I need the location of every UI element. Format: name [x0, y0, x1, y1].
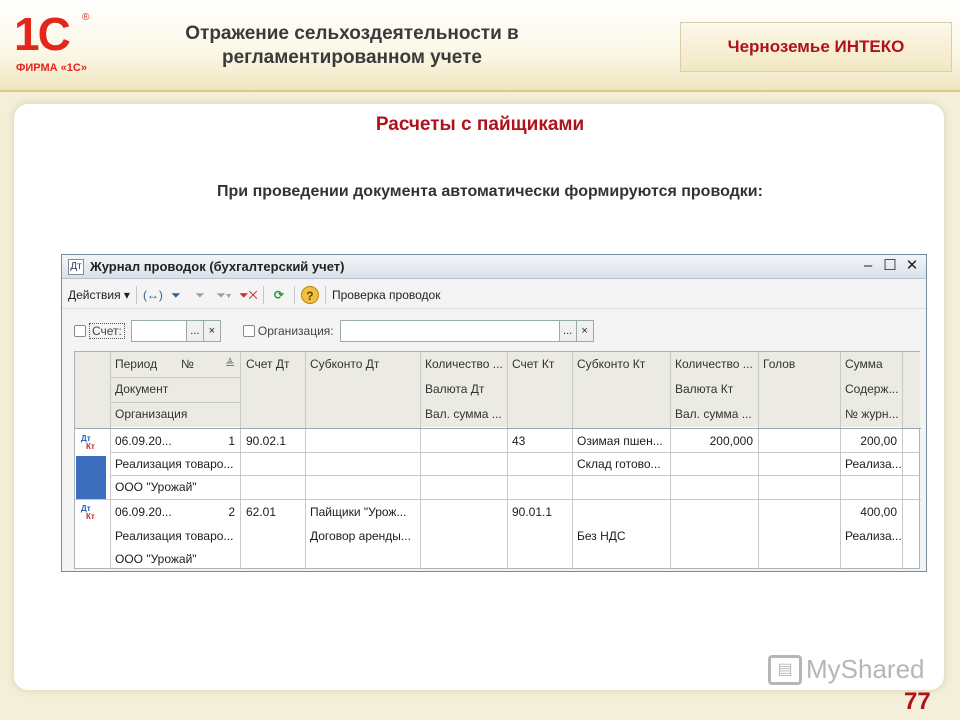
entries-table[interactable]	[74, 351, 920, 569]
minimize-button[interactable]: –	[863, 257, 873, 274]
account-filter-label: Счет:	[89, 323, 125, 339]
cell-document[interactable]: Реализация товаро...	[115, 457, 234, 471]
grid-line	[110, 377, 240, 378]
cell-period[interactable]: 06.09.20...	[115, 505, 172, 519]
cell-number[interactable]: 1	[228, 434, 235, 448]
cell-sum[interactable]: 400,00	[860, 505, 897, 519]
cell-sum[interactable]: 200,00	[860, 434, 897, 448]
column-header-account-dt[interactable]: Счет Дт	[241, 352, 305, 428]
entry-type-icon: Дт Кт	[81, 504, 95, 521]
grid-line	[110, 475, 920, 476]
title-line-2: регламентированном учете	[222, 47, 482, 68]
clear-filter-icon[interactable]: ⏷✕	[238, 287, 258, 302]
cell-subconto-kt-2[interactable]: Без НДС	[577, 529, 626, 543]
organization-filter-checkbox[interactable]	[243, 325, 255, 337]
refresh-icon[interactable]: ⟳	[273, 287, 284, 302]
cell-period[interactable]: 06.09.20...	[115, 434, 172, 448]
presentation-title	[122, 22, 582, 70]
toolbar-separator	[263, 286, 264, 304]
column-header-currency-dt[interactable]: Валюта Дт	[420, 377, 507, 402]
cell-organization[interactable]: ООО "Урожай"	[115, 552, 197, 566]
slide-subtitle: При проведении документа автоматически формируются проводки:	[217, 183, 763, 200]
column-header-qty-dt[interactable]: Количество ...	[420, 352, 507, 377]
column-header-qty-kt[interactable]: Количество ...	[670, 352, 758, 377]
actions-label: Действия	[68, 287, 121, 302]
toolbar-separator	[325, 286, 326, 304]
cell-subconto-dt-2[interactable]: Договор аренды...	[310, 529, 411, 543]
cell-content[interactable]: Реализа...	[845, 529, 902, 543]
cell-account-dt[interactable]: 62.01	[246, 505, 277, 519]
column-header-journal-no[interactable]: № журн...	[840, 402, 902, 427]
sort-icon: ≜	[224, 357, 235, 371]
column-header-cur-sum-kt[interactable]: Вал. сумма ...	[670, 402, 758, 427]
grid-line	[758, 352, 759, 569]
watermark	[768, 654, 925, 685]
number-header-label: №	[181, 357, 194, 371]
grid-line	[420, 352, 421, 569]
column-header-number[interactable]	[176, 352, 240, 377]
window-controls	[860, 256, 920, 276]
window-titlebar[interactable]	[62, 255, 926, 279]
cell-subconto-kt-1[interactable]: Озимая пшен...	[577, 434, 663, 448]
check-entries-button[interactable]: Проверка проводок	[331, 287, 441, 302]
grid-line	[110, 452, 920, 453]
company-badge: Черноземье ИНТЕКО	[680, 22, 952, 72]
entry-type-icon: Дт Кт	[81, 434, 95, 451]
column-header-organization[interactable]: Организация	[110, 402, 240, 427]
organization-filter-label: Организация:	[257, 324, 334, 338]
filter-bar	[62, 317, 926, 345]
grid-line	[110, 352, 111, 569]
journal-window	[61, 254, 927, 572]
row-selection-marker	[76, 456, 106, 500]
help-icon[interactable]: ?	[301, 286, 319, 304]
filter-by-value-icon[interactable]: ⏷	[195, 287, 205, 302]
title-line-1: Отражение сельхоздеятельности в	[185, 23, 519, 44]
column-header-subconto-dt[interactable]: Субконто Дт	[305, 352, 420, 428]
grid-line	[902, 352, 903, 569]
watermark-icon: ▤	[768, 655, 802, 685]
organization-filter-input[interactable]	[340, 320, 560, 342]
cell-organization[interactable]: ООО "Урожай"	[115, 480, 197, 494]
slide-title: Расчеты с пайщиками	[375, 114, 585, 135]
organization-clear-button[interactable]: ×	[576, 320, 594, 342]
grid-line	[840, 352, 841, 569]
grid-line	[240, 352, 241, 569]
actions-menu[interactable]: Действия ▾	[68, 287, 130, 302]
column-header-subconto-kt[interactable]: Субконто Кт	[572, 352, 670, 428]
cell-subconto-dt-1[interactable]: Пайщики "Урож...	[310, 505, 407, 519]
slide-header	[0, 0, 960, 92]
toolbar	[62, 281, 926, 309]
account-clear-button[interactable]: ×	[203, 320, 221, 342]
grid-line	[572, 352, 573, 569]
grid-line	[110, 402, 240, 403]
column-header-heads[interactable]: Голов	[758, 352, 840, 428]
account-select-button[interactable]: ...	[186, 320, 204, 342]
grid-line	[507, 352, 508, 569]
grid-line	[670, 352, 671, 569]
period-icon[interactable]: (↔)	[142, 287, 163, 302]
column-header-cur-sum-dt[interactable]: Вал. сумма ...	[420, 402, 507, 427]
column-header-document[interactable]: Документ	[110, 377, 240, 402]
logo-mark: 1C	[14, 8, 69, 60]
page-number: 77	[904, 688, 931, 715]
cell-account-kt[interactable]: 90.01.1	[512, 505, 553, 519]
grid-line	[75, 499, 921, 500]
maximize-button[interactable]: ☐	[883, 257, 897, 274]
grid-line	[75, 428, 921, 429]
account-filter-input[interactable]	[131, 320, 187, 342]
registered-icon: ®	[82, 12, 90, 23]
cell-number[interactable]: 2	[228, 505, 235, 519]
column-header-period[interactable]: Период	[110, 352, 176, 377]
cell-document[interactable]: Реализация товаро...	[115, 529, 234, 543]
cell-subconto-kt-2[interactable]: Склад готово...	[577, 457, 661, 471]
filter-icon[interactable]: ⏷	[171, 287, 181, 302]
cell-account-dt[interactable]: 90.02.1	[246, 434, 287, 448]
organization-select-button[interactable]: ...	[559, 320, 577, 342]
account-filter-checkbox[interactable]	[74, 325, 86, 337]
close-button[interactable]: ✕	[905, 257, 919, 274]
filter-history-icon[interactable]: ⏷▾	[216, 287, 232, 302]
toolbar-separator	[294, 286, 295, 304]
column-header-sum[interactable]: Сумма	[840, 352, 902, 377]
row-marker-header	[75, 352, 110, 428]
logo-caption: ФИРМА «1С»	[16, 62, 87, 74]
window-title: Журнал проводок (бухгалтерский учет)	[90, 259, 345, 274]
column-header-account-kt[interactable]: Счет Кт	[507, 352, 572, 428]
column-header-content[interactable]: Содерж...	[840, 377, 902, 402]
cell-account-kt[interactable]: 43	[512, 434, 526, 448]
grid-line	[305, 352, 306, 569]
journal-icon: Дт	[68, 259, 84, 275]
column-header-currency-kt[interactable]: Валюта Кт	[670, 377, 758, 402]
cell-content[interactable]: Реализа...	[845, 457, 902, 471]
cell-qty-kt[interactable]: 200,000	[709, 434, 753, 448]
1c-logo	[10, 8, 102, 78]
table-header-filler	[902, 352, 920, 428]
toolbar-separator	[136, 286, 137, 304]
watermark-text: MyShared	[806, 654, 925, 684]
